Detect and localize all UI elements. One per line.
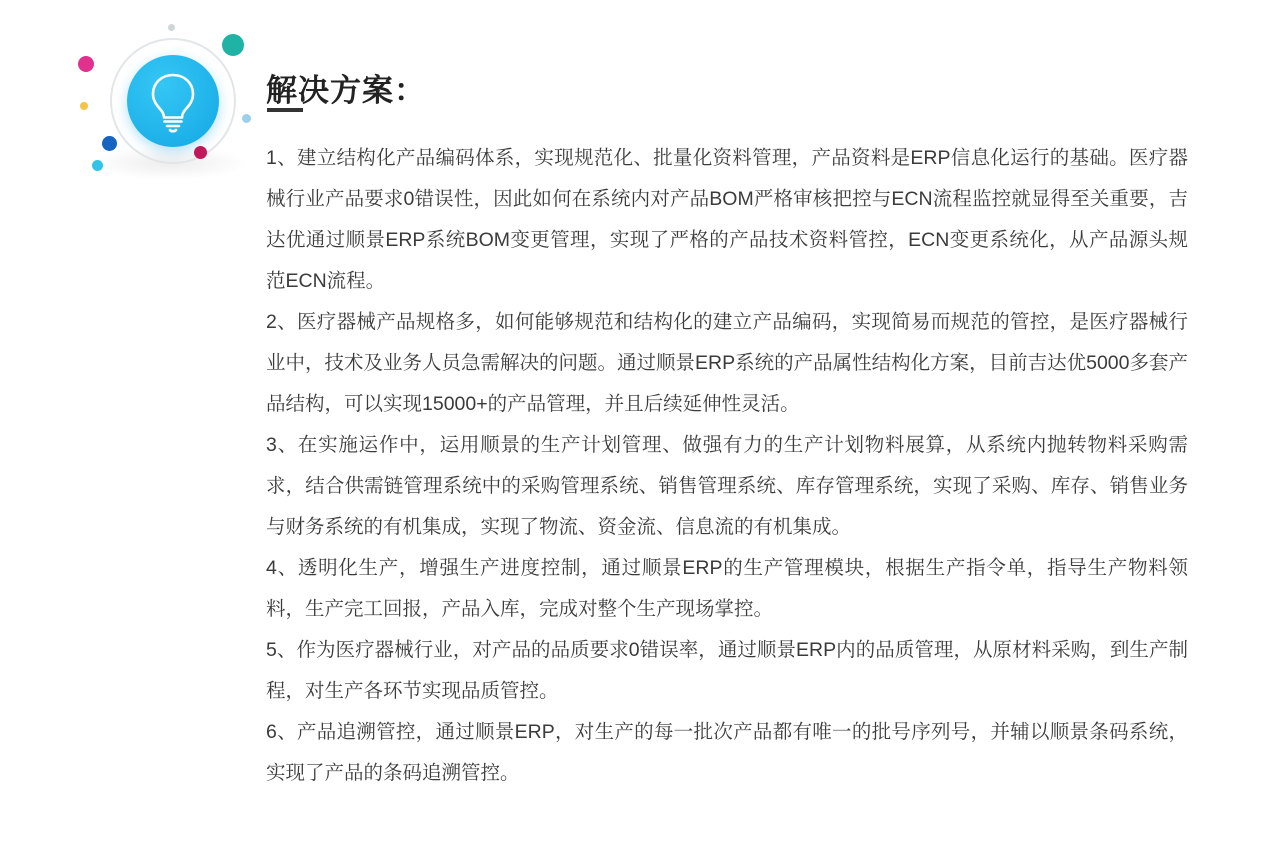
decor-dot bbox=[78, 56, 94, 72]
paragraph: 4、透明化生产，增强生产进度控制，通过顺景ERP的生产管理模块，根据生产指令单，指导生产物料领料，生产完工回报，产品入库，完成对整个生产现场掌控。 bbox=[266, 557, 1188, 620]
paragraph: 3、在实施运作中，运用顺景的生产计划管理、做强有力的生产计划物料展算，从系统内抛转物料采购需求，结合供需链管理系统中的采购管理系统、销售管理系统、库存管理系统，实现了采购、库存、销售业务与财务系统的有机集成，实现了物流、资金流、信息流的有机集成。 bbox=[266, 434, 1188, 538]
lightbulb-illustration bbox=[72, 18, 262, 183]
paragraph: 6、产品追溯管控，通过顺景ERP，对生产的每一批次产品都有唯一的批号序列号，并辅以顺景条码系统，实现了产品的条码追溯管控。 bbox=[266, 721, 1188, 784]
paragraph: 2、医疗器械产品规格多，如何能够规范和结构化的建立产品编码，实现简易而规范的管控，是医疗器械行业中，技术及业务人员急需解决的问题。通过顺景ERP系统的产品属性结构化方案，目前吉达优5000多套产品结构，可以实现15000+的产品管理，并且后续延伸性灵活。 bbox=[266, 311, 1188, 415]
paragraph: 1、建立结构化产品编码体系，实现规范化、批量化资料管理，产品资料是ERP信息化运行的基础。医疗器械行业产品要求0错误性，因此如何在系统内对产品BOM严格审核把控与ECN流程监控就显得至关重要，吉达优通过顺景ERP系统BOM变更管理，实现了严格的产品技术资料管控，ECN变更系统化，从产品源头规范ECN流程。 bbox=[266, 147, 1188, 292]
solution-body bbox=[266, 138, 1188, 794]
title-underline bbox=[267, 108, 303, 112]
paragraph: 5、作为医疗器械行业，对产品的品质要求0错误率，通过顺景ERP内的品质管理，从原材料采购，到生产制程，对生产各环节实现品质管控。 bbox=[266, 639, 1188, 702]
decor-dot bbox=[222, 34, 244, 56]
decor-dot bbox=[242, 114, 251, 123]
decor-dot bbox=[168, 24, 175, 31]
decor-dot bbox=[194, 146, 207, 159]
decor-dot bbox=[92, 160, 103, 171]
page-title: 解决方案： bbox=[266, 72, 426, 108]
decor-dot bbox=[80, 102, 88, 110]
lightbulb-icon bbox=[127, 55, 219, 147]
decor-dot bbox=[102, 136, 117, 151]
